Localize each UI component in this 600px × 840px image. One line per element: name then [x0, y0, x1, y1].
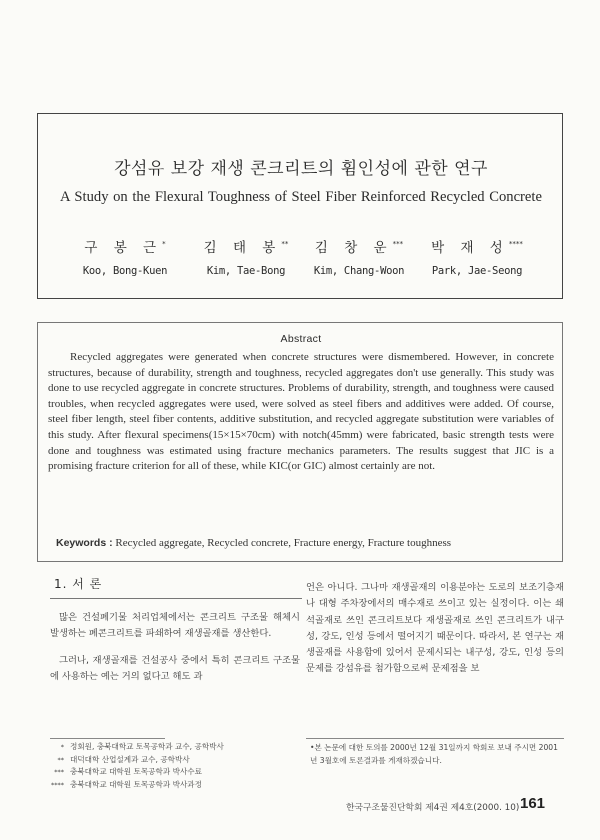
author-name-ko: 박 재 성: [431, 240, 509, 256]
author-1: [60, 236, 190, 277]
footnote: [40, 754, 302, 767]
author-name-en: Park, Jae-Seong: [431, 265, 523, 277]
footnote-right: •본 논문에 대한 토의를 2000년 12월 31일까지 학회로 보내 주시면 2001년 3월호에 토론결과를 게재하겠습니다.: [310, 743, 558, 765]
footnote: [40, 741, 302, 754]
footnote-mark: **: [57, 755, 64, 764]
footnote-text: 충북대학교 대학원 토목공학과 박사수료: [70, 767, 202, 776]
footnote-text: 정회원, 충북대학교 토목공학과 교수, 공학박사: [70, 742, 224, 751]
author-name-ko: 구 봉 근: [84, 240, 163, 256]
author-3: [294, 236, 424, 277]
footnote-mark: ****: [51, 780, 64, 789]
footnote-mark: ***: [54, 768, 64, 776]
body-paragraph: 그러나, 재생골재를 건설공사 중에서 특히 콘크리트 구조물에 사용하는 예는 거의 없다고 해도 과: [50, 654, 300, 682]
author-name-en: Kim, Chang-Woon: [313, 265, 405, 277]
paper-title-english: A Study on the Flexural Toughness of Steel Fiber Reinforced Recycled Concrete: [60, 189, 542, 205]
abstract-heading: Abstract: [280, 333, 322, 345]
footnote-text: 충북대학교 대학원 토목공학과 박사과정: [70, 779, 202, 789]
body-paragraph: 많은 건설폐기물 처리업체에서는 콘크리트 구조물 해체시 발생하는 폐콘크리트를 파쇄하여 재생골재를 생산한다.: [50, 612, 300, 640]
body-left-column: [50, 610, 300, 695]
footnote-text: 대덕대학 산업설계과 교수, 공학박사: [70, 754, 190, 764]
title-box: [37, 113, 563, 299]
footnote: [40, 779, 302, 792]
body-right-column: [306, 580, 564, 688]
keywords-label: Keywords :: [56, 537, 113, 549]
footnote: [40, 766, 302, 779]
author-mark: *: [162, 240, 166, 248]
journal-footer: 한국구조물진단학회 제4권 제4호(2000. 10): [346, 803, 520, 813]
paper-title-korean: 강섬유 보강 재생 콘크리트의 휨인성에 관한 연구: [114, 159, 488, 179]
keywords: [56, 537, 556, 549]
author-4: [412, 236, 542, 277]
abstract-text: Recycled aggregates were generated when concrete structures were dismembered. However, in concrete structures, because of durability, strength and toughness, recycled aggregates don't use generally. This study was done to use recycled aggregate in concrete structures. Problems of durability, strength, and toughness were caused troubles, when recycled aggregates were used, were solved as steel fibers and additives were added. Of course, steel fiber length, steel fiber contents, additive substitution, and recycled aggregate substitution were variables of this study. After flexural specimens(15×15×70cm) with notch(45mm) were fabricated, basic strength tests were done and toughness was estimated using fracture mechanics parameters. The results suggest that JIC is a promising fracture criterion for all of these, while KIC(or GIC) almost certainly are not.: [48, 351, 554, 473]
page-number: 161: [520, 795, 546, 812]
author-name-en: Koo, Bong-Kuen: [82, 265, 168, 277]
author-name-en: Kim, Tae-Bong: [206, 265, 286, 277]
author-mark: **: [281, 240, 289, 248]
author-name-ko: 김 창 운: [314, 240, 393, 256]
footnote-mark: *: [60, 743, 64, 751]
body-paragraph: 언은 아니다. 그나마 재생골재의 이용분야는 도로의 보조기층재나 대형 주차장에서의 매수재로 쓰이고 있는 실정이다. 이는 쇄석골재로 쓰인 콘크리트보다 재생골재로 쓰인 콘크리트가 내구성, 강도, 인성 등에서 떨어지기 때문이다. 따라서, 본 연구는 재생골재를 사용함에 있어서 문제시되는 내구성, 강도, 인성 등의 문제를 강섬유를 첨가함으로써 문제점을 보: [306, 582, 564, 675]
abstract-box: [37, 322, 563, 562]
footnote-rule-left: [50, 738, 165, 739]
author-mark: ****: [508, 240, 523, 248]
footnotes-left: [40, 741, 302, 791]
author-2: [181, 236, 311, 277]
section-rule: [50, 598, 302, 599]
keywords-list: Recycled aggregate, Recycled concrete, Fracture energy, Fracture toughness: [115, 537, 452, 549]
section-heading: 1. 서 론: [54, 577, 103, 591]
footnote-rule-right: [306, 738, 564, 739]
author-mark: ***: [392, 240, 404, 248]
author-name-ko: 김 태 봉: [203, 240, 282, 256]
